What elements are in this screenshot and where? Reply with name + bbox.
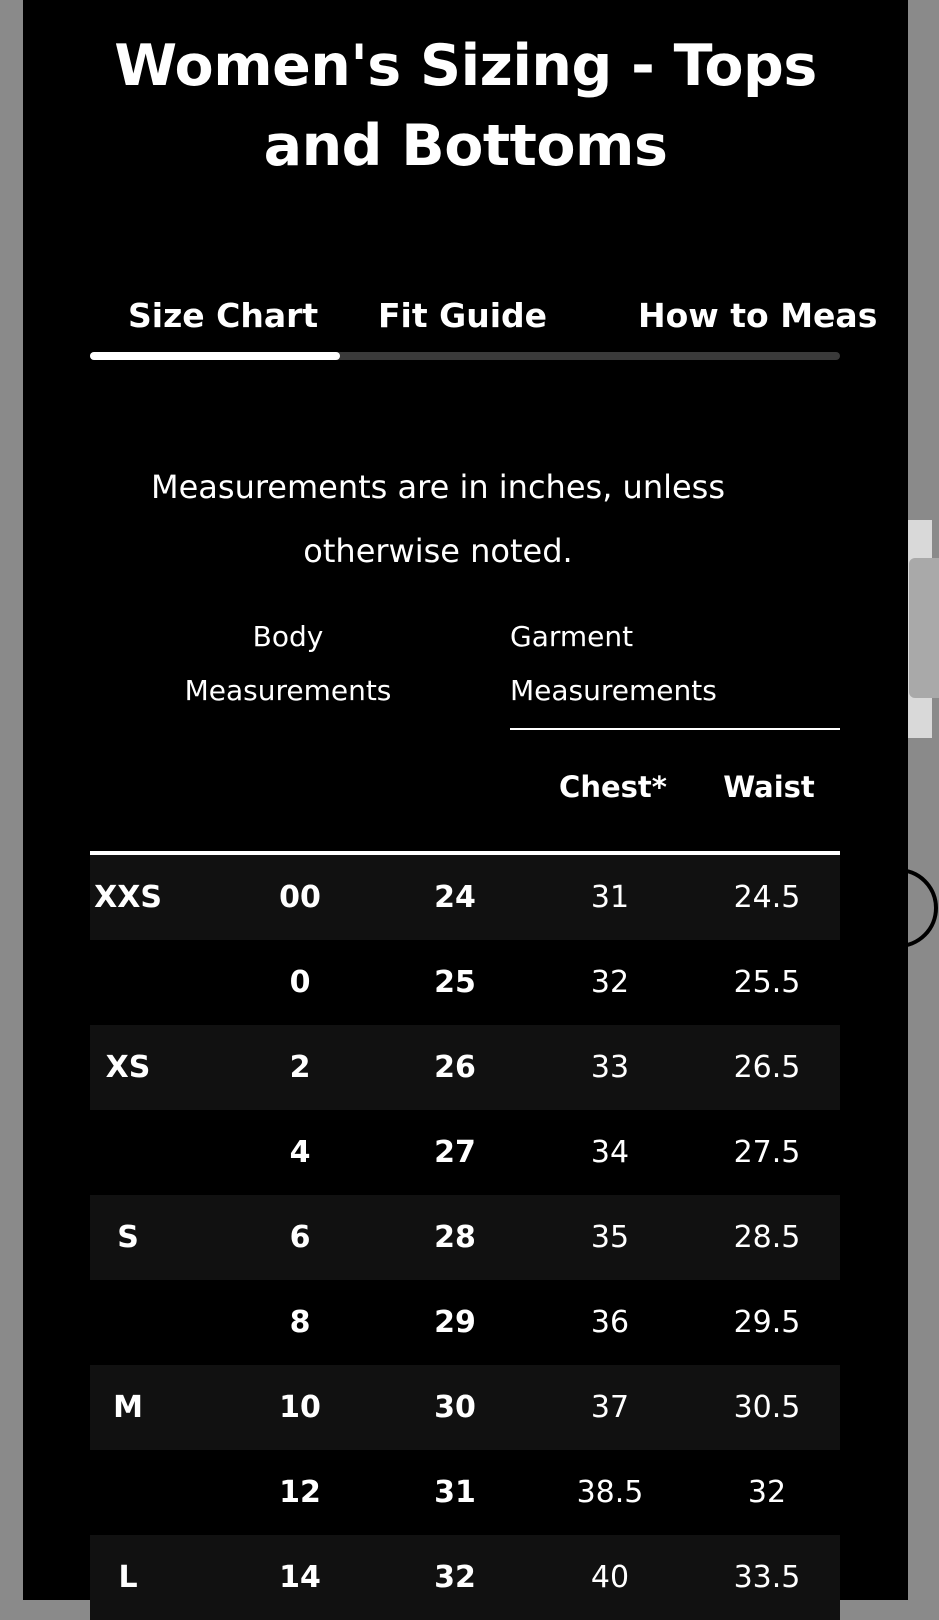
waist-cell: 29.5 [733,1305,801,1340]
waist-cell: 25.5 [733,965,801,1000]
numeric-size-cell: 10 [279,1390,321,1425]
waist-cell: 27.5 [733,1135,801,1170]
size-cell: L [118,1560,138,1595]
table-row [90,1535,840,1620]
garment-header-line-2: Measurements [510,674,717,707]
waist-cell: 32 [747,1475,787,1510]
note-line-2: otherwise noted. [303,532,573,570]
waist-cell: 33.5 [733,1560,801,1595]
column-header-waist: Waist [723,770,815,804]
body-measurement-cell: 31 [434,1475,476,1510]
size-cell [90,1110,166,1195]
waist-cell: 30.5 [733,1390,801,1425]
numeric-size-cell: 2 [289,1050,311,1085]
title-line-2: and Bottoms [263,113,668,179]
note-line-1: Measurements are in inches, unless [150,468,726,506]
body-measurement-cell: 27 [434,1135,476,1170]
measurement-note [123,455,753,583]
waist-cell: 26.5 [733,1050,801,1085]
chest-cell: 38.5 [576,1475,644,1510]
numeric-size-cell: 12 [279,1475,321,1510]
body-measurement-cell: 30 [434,1390,476,1425]
table-row [90,1195,840,1280]
body-measurements-header [153,610,423,718]
column-header-chest: Chest* [559,770,667,804]
size-cell [90,1450,166,1535]
tab-fit-guide[interactable]: Fit Guide [378,296,548,335]
body-header-line-2: Measurements [184,674,392,707]
body-measurement-cell: 24 [434,880,476,915]
table-row [90,1025,840,1110]
size-cell [90,1280,166,1365]
chest-cell: 35 [590,1220,630,1255]
body-measurement-cell: 25 [434,965,476,1000]
chest-cell: 32 [590,965,630,1000]
chest-cell: 34 [590,1135,630,1170]
modal-title [23,26,908,186]
size-cell: M [113,1390,143,1425]
garment-header-line-1: Garment [510,620,634,653]
numeric-size-cell: 4 [289,1135,311,1170]
chest-cell: 40 [590,1560,630,1595]
numeric-size-cell: 8 [289,1305,311,1340]
body-measurement-cell: 28 [434,1220,476,1255]
chest-cell: 36 [590,1305,630,1340]
chest-cell: 33 [590,1050,630,1085]
numeric-size-cell: 0 [289,965,311,1000]
body-header-line-1: Body [252,620,324,653]
size-cell: XS [105,1050,151,1085]
shirt-image [909,558,939,698]
table-row [90,940,840,1025]
numeric-size-cell: 6 [289,1220,311,1255]
numeric-size-cell: 14 [279,1560,321,1595]
chest-cell: 37 [590,1390,630,1425]
size-cell: S [117,1220,139,1255]
size-cell: XXS [94,880,162,915]
waist-cell: 24.5 [733,880,801,915]
tab-how-to-measure[interactable]: How to Meas [638,296,878,335]
table-row [90,1110,840,1195]
table-row [90,1365,840,1450]
numeric-size-cell: 00 [279,880,321,915]
size-cell [90,940,166,1025]
background-product-thumbnail [905,520,932,738]
waist-cell: 28.5 [733,1220,801,1255]
table-row [90,1280,840,1365]
chest-cell: 31 [590,880,630,915]
tab-size-chart[interactable]: Size Chart [128,296,319,335]
garment-measurements-header [510,610,840,718]
body-measurement-cell: 29 [434,1305,476,1340]
size-table-body [90,855,840,1620]
garment-header-underline [510,728,840,730]
title-line-1: Women's Sizing - Tops [114,33,817,99]
table-row [90,1450,840,1535]
tab-bar [90,290,878,362]
body-measurement-cell: 26 [434,1050,476,1085]
size-guide-modal [23,0,908,1600]
table-row [90,855,840,940]
background-carousel-control [858,868,938,948]
body-measurement-cell: 32 [434,1560,476,1595]
active-tab-indicator [90,352,340,360]
